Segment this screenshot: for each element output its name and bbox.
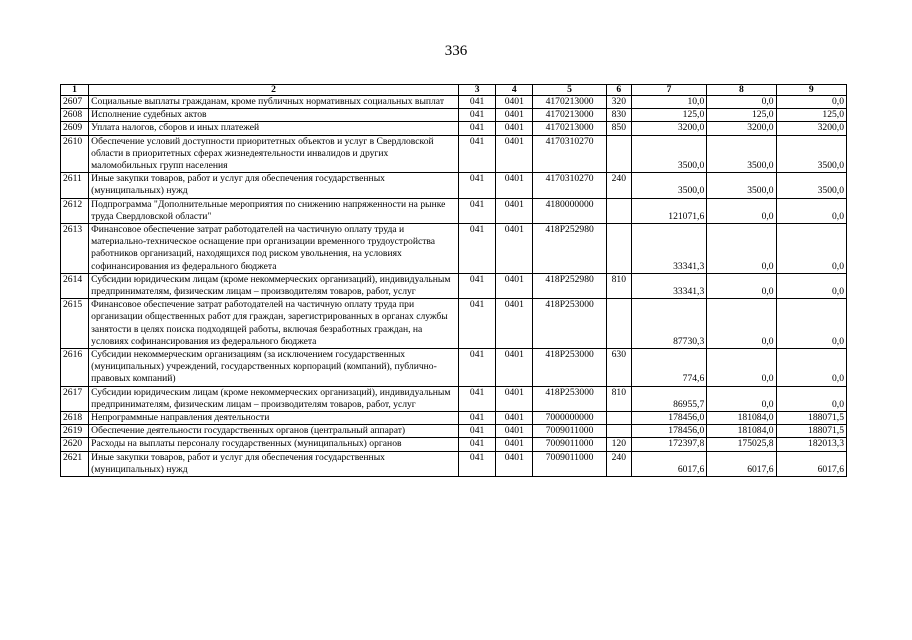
row-col9: 3500,0	[776, 173, 846, 198]
row-col9: 125,0	[776, 109, 846, 122]
row-number: 2612	[61, 198, 89, 223]
table-row	[61, 122, 847, 135]
table-row	[61, 299, 847, 349]
row-col3: 041	[459, 299, 496, 349]
row-number: 2607	[61, 96, 89, 109]
row-col7: 6017,6	[631, 451, 706, 476]
row-number: 2621	[61, 451, 89, 476]
row-col9: 188071,5	[776, 425, 846, 438]
header-cell-6: 6	[606, 85, 631, 96]
row-col8: 0,0	[707, 273, 776, 298]
row-col3: 041	[459, 438, 496, 451]
header-cell-7: 7	[631, 85, 706, 96]
row-col6: 830	[606, 109, 631, 122]
row-col3: 041	[459, 122, 496, 135]
row-col8: 3500,0	[707, 173, 776, 198]
row-name: Уплата налогов, сборов и иных платежей	[89, 122, 459, 135]
row-col7: 33341,3	[631, 224, 706, 274]
row-name: Субсидии юридическим лицам (кроме некоммерческих организаций), индивидуальным предпринимателям, физическим лицам – производителям товаров, работ, услуг	[89, 386, 459, 411]
row-col3: 041	[459, 412, 496, 425]
table-row	[61, 173, 847, 198]
row-col7: 172397,8	[631, 438, 706, 451]
row-col7: 125,0	[631, 109, 706, 122]
row-col8: 181084,0	[707, 412, 776, 425]
row-col9: 3500,0	[776, 135, 846, 173]
header-cell-1: 1	[61, 85, 89, 96]
row-col5: 418P253000	[533, 349, 606, 387]
table-row	[61, 451, 847, 476]
row-col3: 041	[459, 451, 496, 476]
row-col7: 178456,0	[631, 425, 706, 438]
row-col9: 6017,6	[776, 451, 846, 476]
table-row	[61, 412, 847, 425]
row-col4: 0401	[496, 122, 533, 135]
row-col6: 810	[606, 273, 631, 298]
row-number: 2619	[61, 425, 89, 438]
row-col8: 6017,6	[707, 451, 776, 476]
row-name: Иные закупки товаров, работ и услуг для обеспечения государственных (муниципальных) нужд	[89, 173, 459, 198]
row-number: 2617	[61, 386, 89, 411]
row-col4: 0401	[496, 224, 533, 274]
table-row	[61, 349, 847, 387]
row-name: Обеспечение условий доступности приоритетных объектов и услуг в Свердловской области в приоритетных сферах жизнедеятельности инвалидов и других маломобильных групп населения	[89, 135, 459, 173]
row-col5: 4180000000	[533, 198, 606, 223]
row-col8: 0,0	[707, 386, 776, 411]
row-col7: 10,0	[631, 96, 706, 109]
table-row	[61, 386, 847, 411]
row-name: Непрограммные направления деятельности	[89, 412, 459, 425]
row-col6: 850	[606, 122, 631, 135]
row-name: Социальные выплаты гражданам, кроме публичных нормативных социальных выплат	[89, 96, 459, 109]
row-number: 2620	[61, 438, 89, 451]
table-row	[61, 198, 847, 223]
row-col5: 418P252980	[533, 273, 606, 298]
table-row	[61, 109, 847, 122]
row-number: 2608	[61, 109, 89, 122]
row-col3: 041	[459, 386, 496, 411]
header-cell-2: 2	[89, 85, 459, 96]
row-col3: 041	[459, 273, 496, 298]
row-col9: 0,0	[776, 224, 846, 274]
row-col8: 3500,0	[707, 135, 776, 173]
row-col9: 3200,0	[776, 122, 846, 135]
row-col8: 3200,0	[707, 122, 776, 135]
row-col5: 7009011000	[533, 438, 606, 451]
row-col8: 0,0	[707, 198, 776, 223]
row-col7: 3500,0	[631, 173, 706, 198]
row-col5: 7000000000	[533, 412, 606, 425]
row-col3: 041	[459, 135, 496, 173]
table-row	[61, 425, 847, 438]
row-col7: 3200,0	[631, 122, 706, 135]
row-col9: 0,0	[776, 386, 846, 411]
row-name: Подпрограмма "Дополнительные мероприятия по снижению напряженности на рынке труда Свердловской области"	[89, 198, 459, 223]
row-col4: 0401	[496, 135, 533, 173]
row-col6	[606, 299, 631, 349]
row-col3: 041	[459, 224, 496, 274]
row-col4: 0401	[496, 96, 533, 109]
row-col8: 125,0	[707, 109, 776, 122]
row-col8: 181084,0	[707, 425, 776, 438]
row-col6	[606, 198, 631, 223]
header-cell-9: 9	[776, 85, 846, 96]
budget-table	[60, 84, 847, 477]
row-name: Иные закупки товаров, работ и услуг для обеспечения государственных (муниципальных) нужд	[89, 451, 459, 476]
row-col5: 418P253000	[533, 386, 606, 411]
row-name: Обеспечение деятельности государственных органов (центральный аппарат)	[89, 425, 459, 438]
row-col4: 0401	[496, 299, 533, 349]
row-col8: 0,0	[707, 224, 776, 274]
row-col4: 0401	[496, 451, 533, 476]
row-col6	[606, 135, 631, 173]
row-col4: 0401	[496, 425, 533, 438]
table-row	[61, 224, 847, 274]
row-col7: 121071,6	[631, 198, 706, 223]
row-col5: 4170213000	[533, 109, 606, 122]
row-col9: 0,0	[776, 273, 846, 298]
row-number: 2611	[61, 173, 89, 198]
row-name: Субсидии юридическим лицам (кроме некоммерческих организаций), индивидуальным предпринимателям, физическим лицам – производителям товаров, работ, услуг	[89, 273, 459, 298]
row-col5: 4170213000	[533, 96, 606, 109]
row-name: Финансовое обеспечение затрат работодателей на частичную оплату труда при организации общественных работ для граждан, зарегистрированных в органах службы занятости в целях поиска подходящей работы, включая безработных граждан, на условиях софинансирования из федерального бюджета	[89, 299, 459, 349]
row-col6: 120	[606, 438, 631, 451]
row-col7: 87730,3	[631, 299, 706, 349]
row-col8: 0,0	[707, 349, 776, 387]
row-col3: 041	[459, 96, 496, 109]
row-number: 2613	[61, 224, 89, 274]
row-col5: 4170213000	[533, 122, 606, 135]
row-name: Субсидии некоммерческим организациям (за исключением государственных (муниципальных) учреждений, государственных корпораций (компаний), публично-правовых компаний)	[89, 349, 459, 387]
header-cell-8: 8	[707, 85, 776, 96]
header-row	[61, 85, 847, 96]
row-col9: 182013,3	[776, 438, 846, 451]
row-col6	[606, 412, 631, 425]
row-col4: 0401	[496, 412, 533, 425]
row-col3: 041	[459, 349, 496, 387]
row-col7: 774,6	[631, 349, 706, 387]
row-col5: 4170310270	[533, 135, 606, 173]
row-col3: 041	[459, 173, 496, 198]
table-row	[61, 273, 847, 298]
row-col6	[606, 224, 631, 274]
row-col4: 0401	[496, 386, 533, 411]
row-col7: 3500,0	[631, 135, 706, 173]
row-name: Расходы на выплаты персоналу государственных (муниципальных) органов	[89, 438, 459, 451]
row-col7: 86955,7	[631, 386, 706, 411]
row-col3: 041	[459, 425, 496, 438]
row-number: 2614	[61, 273, 89, 298]
row-col4: 0401	[496, 173, 533, 198]
row-col6: 240	[606, 451, 631, 476]
row-number: 2618	[61, 412, 89, 425]
row-col7: 178456,0	[631, 412, 706, 425]
header-cell-4: 4	[496, 85, 533, 96]
row-name: Исполнение судебных актов	[89, 109, 459, 122]
row-number: 2609	[61, 122, 89, 135]
row-col5: 418P253000	[533, 299, 606, 349]
row-number: 2616	[61, 349, 89, 387]
row-col6: 810	[606, 386, 631, 411]
row-col4: 0401	[496, 198, 533, 223]
row-col4: 0401	[496, 109, 533, 122]
row-col8: 0,0	[707, 299, 776, 349]
row-col9: 188071,5	[776, 412, 846, 425]
row-number: 2615	[61, 299, 89, 349]
row-col5: 7009011000	[533, 451, 606, 476]
row-col9: 0,0	[776, 198, 846, 223]
table-row	[61, 96, 847, 109]
row-number: 2610	[61, 135, 89, 173]
row-col3: 041	[459, 109, 496, 122]
row-col9: 0,0	[776, 349, 846, 387]
page-number: 336	[444, 43, 468, 59]
row-col6: 320	[606, 96, 631, 109]
row-col4: 0401	[496, 349, 533, 387]
row-col4: 0401	[496, 273, 533, 298]
table-row	[61, 438, 847, 451]
row-col5: 418P252980	[533, 224, 606, 274]
row-col6: 630	[606, 349, 631, 387]
row-col6: 240	[606, 173, 631, 198]
row-col9: 0,0	[776, 96, 846, 109]
row-col4: 0401	[496, 438, 533, 451]
header-cell-5: 5	[533, 85, 606, 96]
row-col9: 0,0	[776, 299, 846, 349]
table-row	[61, 135, 847, 173]
row-col6	[606, 425, 631, 438]
row-col7: 33341,3	[631, 273, 706, 298]
row-col8: 175025,8	[707, 438, 776, 451]
row-name: Финансовое обеспечение затрат работодателей на частичную оплату труда и материально-техническое оснащение при организации временного трудоустройства работников организаций, находящихся под риском увольнения, на условиях софинансирования из федерального бюджета	[89, 224, 459, 274]
row-col3: 041	[459, 198, 496, 223]
row-col5: 7009011000	[533, 425, 606, 438]
row-col5: 4170310270	[533, 173, 606, 198]
header-cell-3: 3	[459, 85, 496, 96]
row-col8: 0,0	[707, 96, 776, 109]
